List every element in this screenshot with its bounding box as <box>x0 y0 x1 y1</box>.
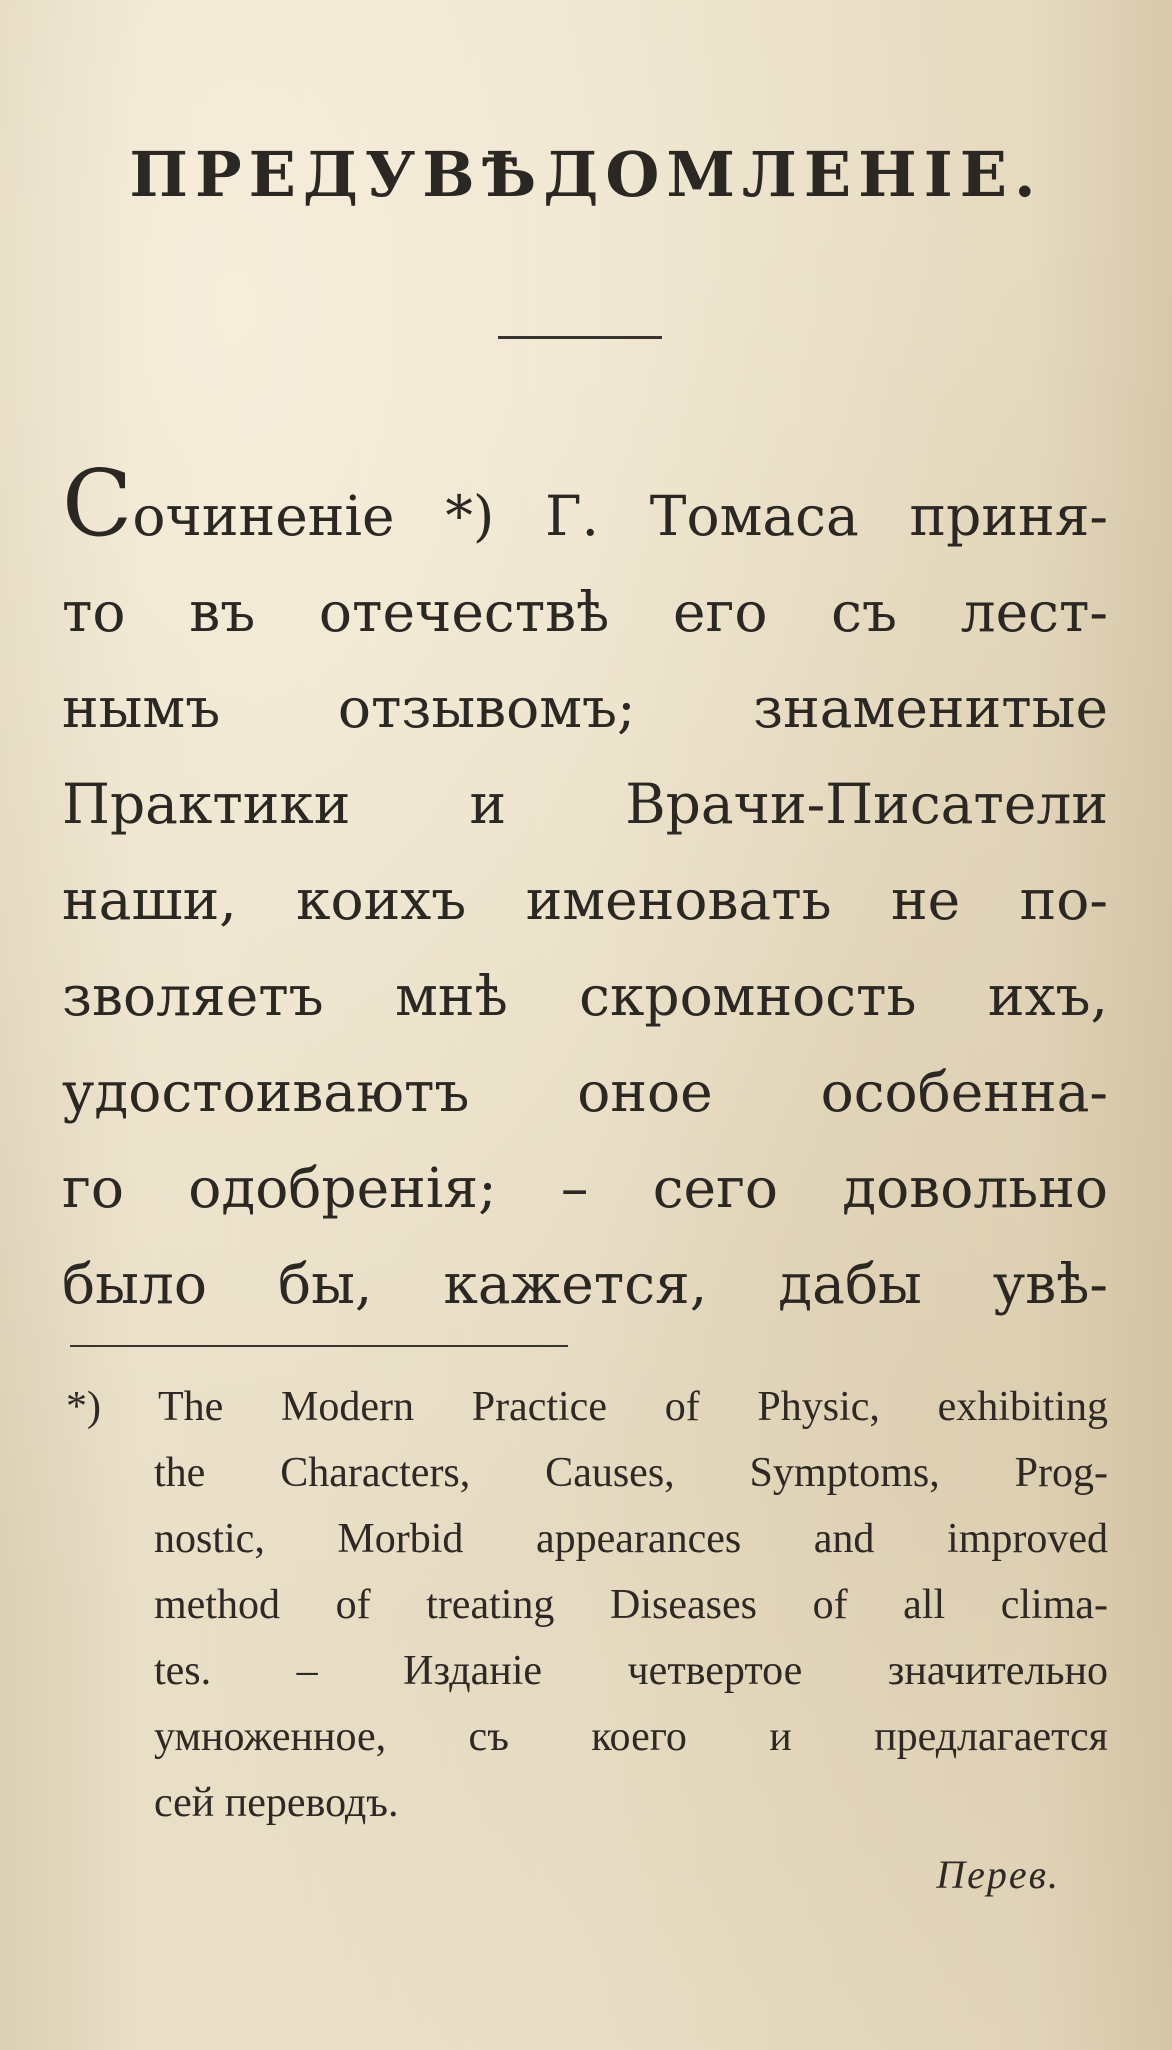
footnote-rule <box>70 1345 568 1347</box>
body-line: удостоиваютъ оное особенна- <box>62 1060 1108 1124</box>
body-text <box>62 450 1108 1332</box>
footnote-line: умноженное, съ коего и предлагается <box>154 1714 1108 1760</box>
footnote-line: method of treating Diseases of all clima- <box>154 1582 1108 1628</box>
page-heading: ПРЕДУВѢДОМЛЕНІЕ. <box>129 138 1043 211</box>
body-line: го одобренія; – сего довольно <box>62 1156 1108 1220</box>
drop-cap: С <box>62 450 133 557</box>
footnote-line: *) The Modern Practice of Physic, exhibiting <box>66 1384 1108 1430</box>
heading-rule <box>498 336 662 339</box>
body-line: наши, коихъ именовать не по- <box>62 868 1108 932</box>
footnote-line: сей переводъ. <box>154 1780 399 1826</box>
footnote-line: the Characters, Causes, Symptoms, Prog- <box>154 1450 1108 1496</box>
body-line: зволяетъ мнѣ скромность ихъ, <box>62 964 1108 1028</box>
body-line: то въ отечествѣ его съ лест- <box>62 580 1108 644</box>
body-line: Практики и Врачи-Писатели <box>62 772 1108 836</box>
footnote-line: nostic, Morbid appearances and improved <box>154 1516 1108 1562</box>
body-line: нымъ отзывомъ; знаменитые <box>62 676 1108 740</box>
body-line <box>62 450 1108 564</box>
footnote-line: tes. – Изданіе четвертое значительно <box>154 1648 1108 1694</box>
translator-signature: Перев. <box>936 1852 1060 1897</box>
body-line: было бы, кажется, дабы увѣ- <box>62 1252 1108 1316</box>
footnote <box>66 1374 1108 1836</box>
body-line-text: очиненіе *) Г. Томаса приня- <box>132 484 1108 548</box>
